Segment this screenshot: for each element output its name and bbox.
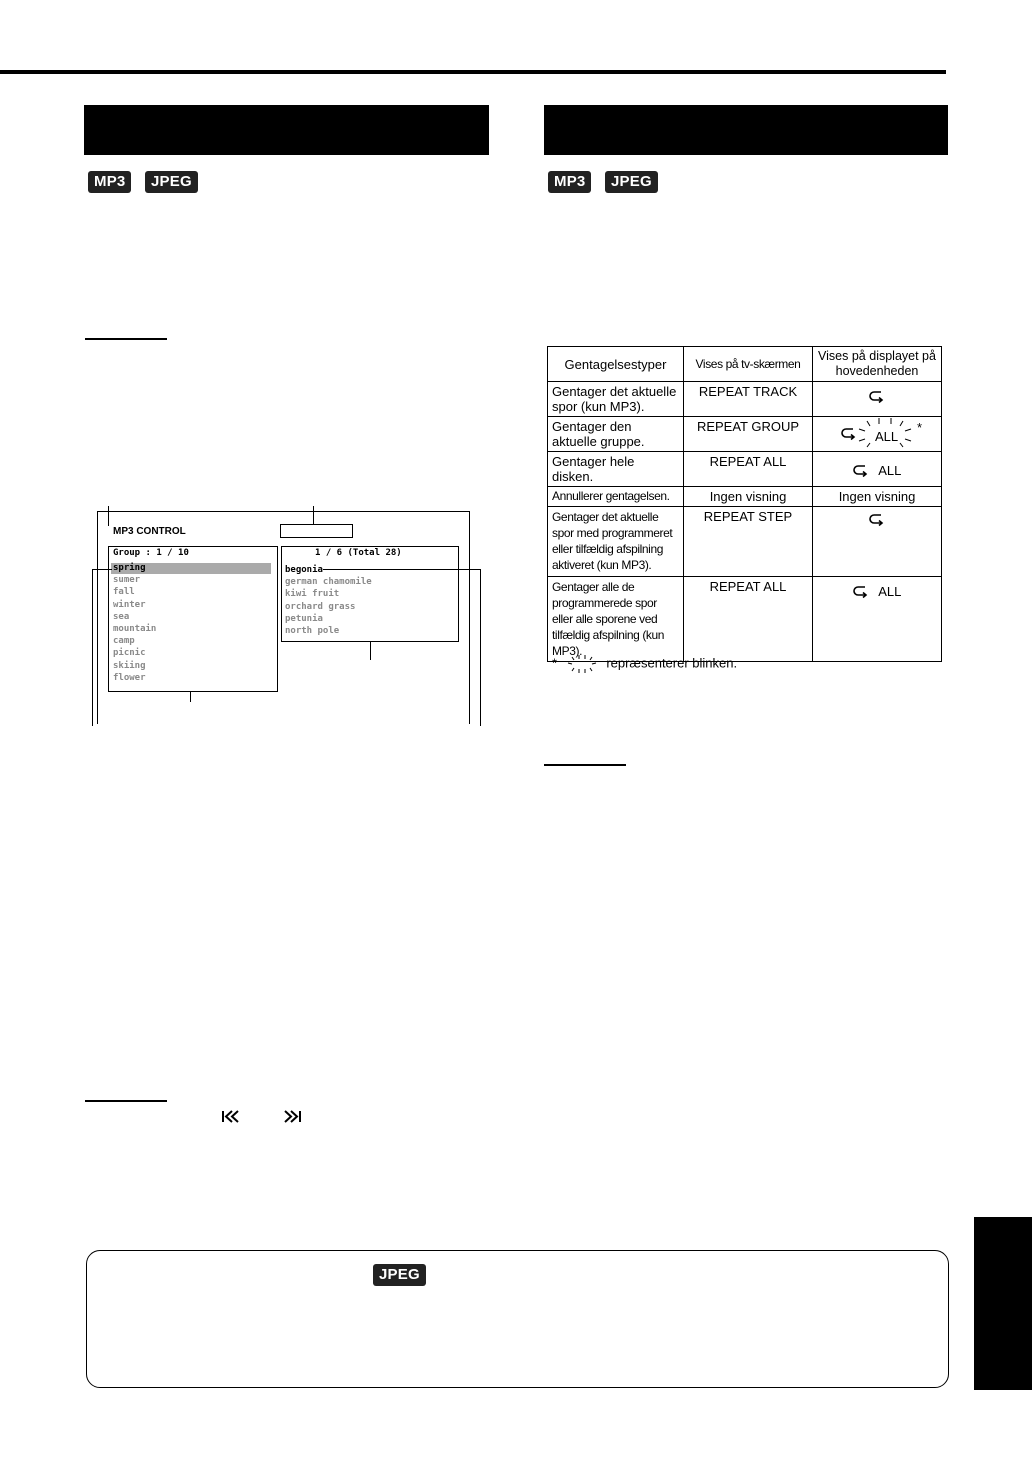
table-header: Vises på displayet på hovedenheden xyxy=(813,347,942,382)
left-subheading-rule xyxy=(85,338,167,340)
footnote xyxy=(552,655,737,673)
callout-line xyxy=(480,569,481,726)
all-indicator: ALL xyxy=(875,429,899,444)
unit-display: Ingen visning xyxy=(813,487,942,507)
list-item[interactable]: petunia xyxy=(285,613,323,624)
left-section-header-bar xyxy=(84,105,489,155)
table-row xyxy=(548,452,942,487)
next-skip-icon xyxy=(283,1110,301,1123)
footnote-mark: * xyxy=(552,655,558,671)
callout-line xyxy=(370,642,371,660)
list-item[interactable]: flower xyxy=(113,672,146,683)
callout-line xyxy=(323,569,481,570)
all-indicator: ALL xyxy=(878,584,902,600)
table-header: Gentagelsestyper xyxy=(548,347,684,382)
footnote-text: repræsenterer blinken. xyxy=(606,655,738,671)
repeat-type: Gentager det aktuelle spor (kun MP3). xyxy=(548,382,684,417)
list-item[interactable]: sumer xyxy=(113,575,141,586)
right-subheading-rule xyxy=(544,764,626,766)
group-list xyxy=(113,562,156,684)
left-subheading-rule-2 xyxy=(85,1100,167,1102)
list-item[interactable]: winter xyxy=(113,599,146,610)
jpeg-badge: JPEG xyxy=(373,1264,426,1286)
repeat-type: Gentager hele disken. xyxy=(548,452,684,487)
blink-icon xyxy=(567,655,597,673)
list-item[interactable]: orchard grass xyxy=(285,601,356,612)
right-section-header-bar xyxy=(544,105,948,155)
prev-skip-icon xyxy=(222,1110,240,1123)
table-row xyxy=(548,487,942,507)
list-item[interactable]: spring xyxy=(113,563,146,573)
repeat-type: Gentager alle de programmerede spor eller alle sporene ved tilfældig afspilning (kun MP3). xyxy=(548,577,684,662)
repeat-icon xyxy=(869,513,885,527)
list-item[interactable]: german chamomile xyxy=(285,577,372,588)
note-box xyxy=(86,1250,949,1388)
screen-title: MP3 CONTROL xyxy=(113,526,186,537)
unit-display xyxy=(813,577,942,662)
top-rule xyxy=(0,70,946,74)
unit-display xyxy=(813,417,942,452)
group-header: Group : 1 / 10 xyxy=(113,548,189,558)
unit-display xyxy=(813,452,942,487)
track-list xyxy=(285,564,372,637)
list-item[interactable]: begonia xyxy=(285,565,323,575)
unit-display xyxy=(813,382,942,417)
tv-display: REPEAT STEP xyxy=(684,507,813,577)
tv-display: Ingen visning xyxy=(684,487,813,507)
list-item[interactable]: skiing xyxy=(113,660,146,671)
table-row xyxy=(548,417,942,452)
blink-mark: * xyxy=(917,420,923,435)
list-item[interactable]: kiwi fruit xyxy=(285,589,340,600)
all-indicator: ALL xyxy=(878,463,902,479)
mp3-badge: MP3 xyxy=(88,171,131,193)
repeat-icon xyxy=(853,585,869,599)
list-item[interactable]: north pole xyxy=(285,626,340,637)
table-row xyxy=(548,577,942,662)
mp3-badge: MP3 xyxy=(548,171,591,193)
repeat-type: Gentager det aktuelle spor med programmeret eller tilfældig afspilning aktiveret (kun MP3). xyxy=(548,507,684,577)
list-item[interactable]: camp xyxy=(113,636,135,647)
status-box xyxy=(280,524,353,538)
repeat-type: Annullerer gentagelsen. xyxy=(548,487,684,507)
table-row xyxy=(548,382,942,417)
jpeg-badge: JPEG xyxy=(145,171,198,193)
jpeg-badge: JPEG xyxy=(605,171,658,193)
repeat-type: Gentager den aktuelle gruppe. xyxy=(548,417,684,452)
callout-line xyxy=(92,569,112,570)
tv-display: REPEAT ALL xyxy=(684,577,813,662)
tv-display: REPEAT GROUP xyxy=(684,417,813,452)
list-item[interactable]: sea xyxy=(113,611,130,622)
callout-line xyxy=(190,692,191,702)
repeat-modes-table xyxy=(547,346,942,662)
list-item[interactable]: mountain xyxy=(113,624,157,635)
callout-line xyxy=(92,569,93,726)
table-row xyxy=(548,507,942,577)
tv-display: REPEAT TRACK xyxy=(684,382,813,417)
side-tab xyxy=(974,1217,1032,1390)
repeat-icon xyxy=(853,464,869,478)
tv-display: REPEAT ALL xyxy=(684,452,813,487)
table-header: Vises på tv-skærmen xyxy=(684,347,813,382)
list-item[interactable]: picnic xyxy=(113,648,146,659)
repeat-icon xyxy=(841,427,857,441)
list-item[interactable]: fall xyxy=(113,587,135,598)
unit-display xyxy=(813,507,942,577)
repeat-icon xyxy=(869,390,885,404)
track-header: 1 / 6 (Total 28) xyxy=(315,548,402,558)
